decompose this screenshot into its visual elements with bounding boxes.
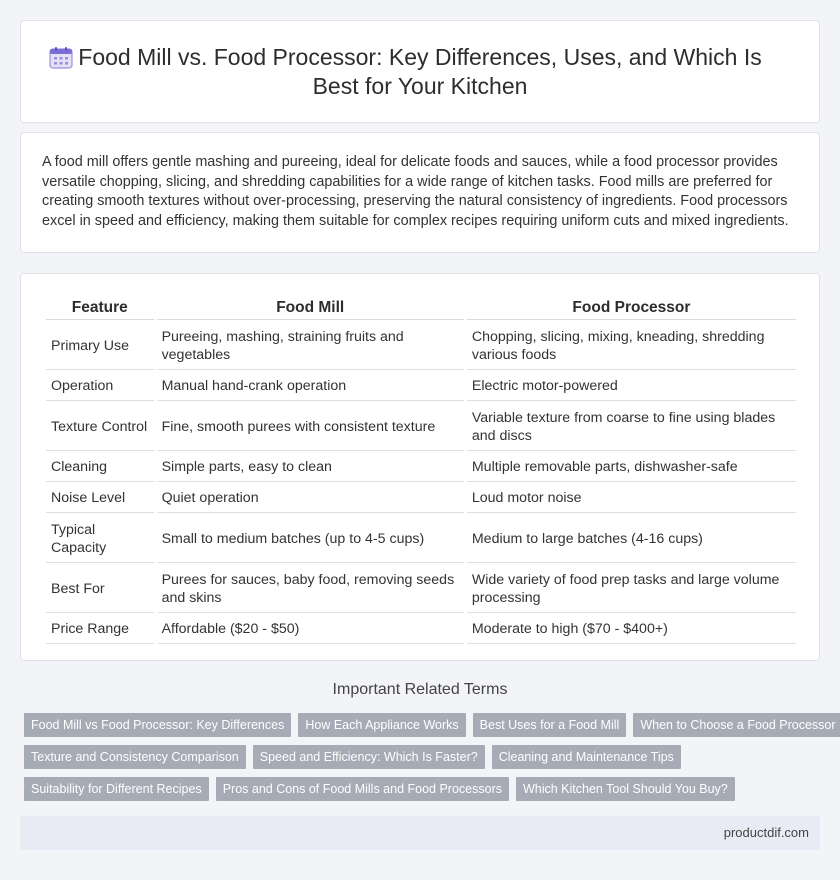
comparison-table	[43, 296, 799, 644]
table-row	[46, 451, 796, 482]
comparison-table-card	[20, 273, 820, 661]
food-mill-cell: Fine, smooth purees with consistent texture	[157, 401, 464, 451]
food-mill-cell: Quiet operation	[157, 482, 464, 513]
header-feature: Feature	[46, 296, 154, 320]
summary-paragraph: A food mill offers gentle mashing and pureeing, ideal for delicate foods and sauces, while a food processor provides versatile chopping, slicing, and shredding capabilities for a wide range of kitchen tasks. Food mills are preferred for creating smooth textures without over-processing, preserving the natural consistency of ingredients. Food processors excel in speed and efficiency, making them suitable for complex recipes requiring uniform cuts and mixed ingredients.	[42, 154, 789, 230]
header-food-processor: Food Processor	[467, 296, 796, 320]
table-row	[46, 613, 796, 644]
related-tag-cleaning-tips[interactable]: Cleaning and Maintenance Tips	[492, 745, 681, 769]
related-tag-best-uses-food-mill[interactable]: Best Uses for a Food Mill	[473, 713, 627, 737]
food-mill-cell: Simple parts, easy to clean	[157, 451, 464, 482]
tag-row	[24, 745, 824, 769]
food-processor-cell: Electric motor-powered	[467, 370, 796, 401]
related-tag-when-to-choose-processor[interactable]: When to Choose a Food Processor	[633, 713, 840, 737]
food-processor-cell: Chopping, slicing, mixing, kneading, shredding various foods	[467, 320, 796, 370]
related-tag-key-differences[interactable]: Food Mill vs Food Processor: Key Differences	[24, 713, 291, 737]
food-mill-cell: Purees for sauces, baby food, removing seeds and skins	[157, 563, 464, 613]
feature-cell: Price Range	[46, 613, 154, 644]
summary-card	[20, 132, 820, 253]
tag-row	[24, 777, 824, 801]
page-title: Food Mill vs. Food Processor: Key Differences, Uses, and Which Is Best for Your Kitchen	[78, 43, 762, 99]
title-card	[20, 20, 820, 123]
title-wrap	[21, 21, 819, 122]
food-processor-cell: Wide variety of food prep tasks and large volume processing	[467, 563, 796, 613]
footer-site-link[interactable]: productdif.com	[723, 825, 809, 840]
table-row	[46, 370, 796, 401]
feature-cell: Noise Level	[46, 482, 154, 513]
related-tag-recipe-suitability[interactable]: Suitability for Different Recipes	[24, 777, 209, 801]
food-processor-cell: Multiple removable parts, dishwasher-safe	[467, 451, 796, 482]
food-processor-cell: Moderate to high ($70 - $400+)	[467, 613, 796, 644]
table-row	[46, 320, 796, 370]
tag-row	[24, 713, 836, 737]
related-tag-which-to-buy[interactable]: Which Kitchen Tool Should You Buy?	[516, 777, 735, 801]
header-food-mill: Food Mill	[157, 296, 464, 320]
table-header-row	[46, 296, 796, 320]
food-processor-cell: Variable texture from coarse to fine using blades and discs	[467, 401, 796, 451]
food-processor-cell: Loud motor noise	[467, 482, 796, 513]
food-mill-cell: Pureeing, mashing, straining fruits and vegetables	[157, 320, 464, 370]
table-row	[46, 482, 796, 513]
table-row	[46, 401, 796, 451]
feature-cell: Typical Capacity	[46, 513, 154, 563]
feature-cell: Operation	[46, 370, 154, 401]
related-terms-heading: Important Related Terms	[332, 681, 508, 698]
related-tag-pros-cons[interactable]: Pros and Cons of Food Mills and Food Processors	[216, 777, 509, 801]
food-mill-cell: Affordable ($20 - $50)	[157, 613, 464, 644]
food-processor-cell: Medium to large batches (4-16 cups)	[467, 513, 796, 563]
feature-cell: Cleaning	[46, 451, 154, 482]
related-tag-texture-comparison[interactable]: Texture and Consistency Comparison	[24, 745, 246, 769]
related-tag-speed-efficiency[interactable]: Speed and Efficiency: Which Is Faster?	[253, 745, 485, 769]
feature-cell: Best For	[46, 563, 154, 613]
related-tag-how-each-works[interactable]: How Each Appliance Works	[298, 713, 465, 737]
related-terms-tags	[24, 713, 836, 809]
footer	[20, 816, 820, 850]
feature-cell: Texture Control	[46, 401, 154, 451]
food-mill-cell: Manual hand-crank operation	[157, 370, 464, 401]
food-mill-cell: Small to medium batches (up to 4-5 cups)	[157, 513, 464, 563]
table-row	[46, 513, 796, 563]
table-row	[46, 563, 796, 613]
feature-cell: Primary Use	[46, 320, 154, 370]
